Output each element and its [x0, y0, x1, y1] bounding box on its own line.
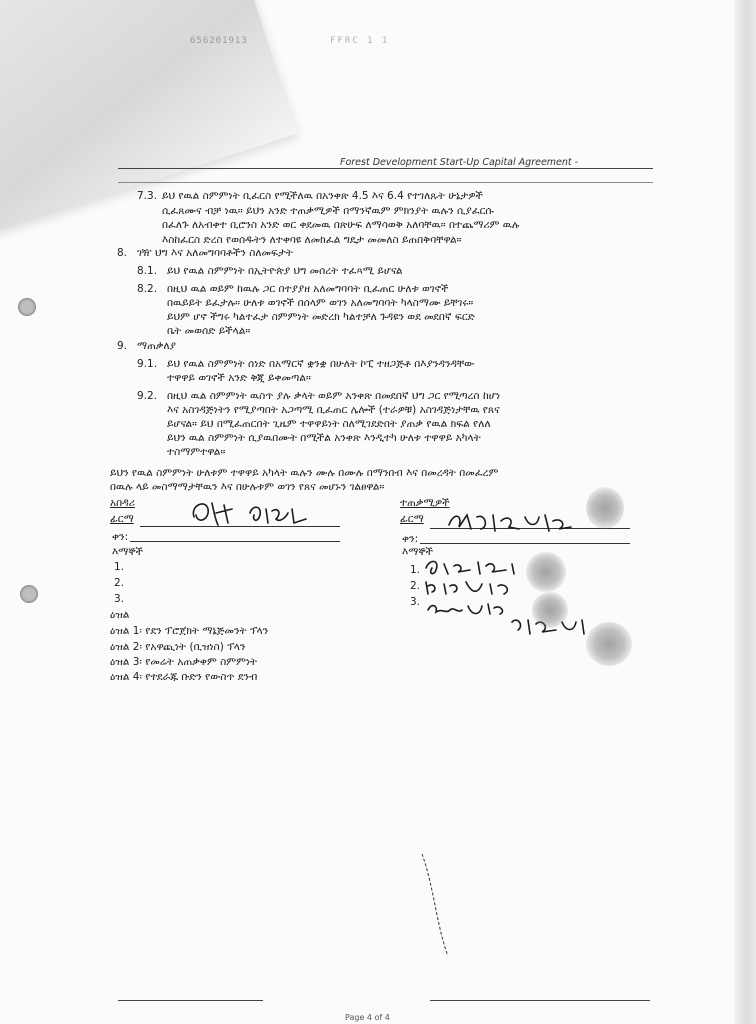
users-witness-1: 1.: [410, 564, 421, 576]
clause-text-line: ይህ የዉል ስምምነት በኢትዮጵያ ህግ መሰረት ተፈጻሚ ይሆናል: [167, 265, 403, 277]
users-signature: [445, 505, 585, 541]
clause-number: 8.1.: [137, 265, 158, 277]
stamp-code: 656201913: [190, 36, 248, 46]
users-label: ተጠቃሚዎች: [400, 497, 450, 509]
stray-pen-mark: [418, 850, 458, 960]
stamp-right: FFRC 1 1: [330, 36, 390, 46]
punch-hole-top: [18, 298, 36, 316]
lender-date-label: ቀን:: [112, 531, 129, 543]
clause-number: 8.2.: [137, 283, 158, 295]
annex-item-4: ዕዝል 4፡ የተደራጁ ቡድን የውስጥ ደንብ: [110, 671, 258, 683]
lender-label: አበዳሪ: [110, 497, 135, 509]
lender-witness-1: 1.: [114, 561, 125, 573]
clause-text-line: እና አስገዳጅነትን የሚያጣበት አጋጣሚ ቢፈጠር ሌሎች (ተራዎቹ) አስገዳጅነታቸዉ የጸና: [167, 404, 500, 416]
clause-text-line: ይህ የዉል ስምምነት ሰነድ በአማርኛ ቋንቋ በሁለት ኮፒ ተዘጋጅቶ በእያንዳንዳቸው: [167, 358, 475, 370]
annex-item-2: ዕዝል 2፡ የአዋጪነት (ቢዝነስ) ፕላን: [110, 641, 246, 653]
header-rule-2: [118, 182, 653, 183]
clause-number: 8.: [117, 247, 128, 259]
lender-sign-label: ፊርማ: [110, 513, 134, 525]
lender-witness-title: እማኞች: [112, 546, 144, 558]
lender-witness-2: 2.: [114, 577, 125, 589]
users-witness-2: 2.: [410, 580, 421, 592]
clause-text-line: ተስማምተዋል።: [167, 446, 226, 458]
clause-number: 9.1.: [137, 358, 158, 370]
thumbprint-1: [586, 487, 624, 529]
clause-text-line: በዚህ ዉል ወይም ከዉሉ ጋር በተያያዘ አለመግባባት ቢፈጠር ሁለቱ ወገኖች: [167, 283, 449, 295]
clause-text-line: ቤት መወሰድ ይችላል።: [167, 325, 251, 337]
clause-text-line: ይሆናል። ይህ በሚፈጠርበት ጊዜም ተዋዋይነት ስለሚገደድበት ያጠቃ የዉል ክፍል የለለ: [167, 418, 491, 430]
clause-text-line: በፈለጉ ለአብቀተ ቢሮንስ አንድ ወር ቀደመዉ በጽሁፍ ለማሳወቅ አለባቸዉ። በተጨማሪም ዉሉ: [162, 219, 520, 231]
clause-text-line: እስከፈርስ ድረስ የወሰዱትን ለተቀባዩ ለመክፈል ግዴታ መመለስ ይጠበቅባቸዋል።: [162, 233, 462, 246]
annex-item-3: ዕዝል 3፡ የመሬት አጠቃቀም ስምምነት: [110, 656, 258, 668]
closing-statement-line: ይህን የዉል ስምምነት ሁለቱም ተዋዋይ አካላት ዉሉን ሙሉ በሙሉ በማንበብ እና በመረዳት በመፈረም: [110, 467, 499, 479]
page-footer: Page 4 of 4: [345, 1013, 390, 1022]
clause-text-line: ማጠቃለያ: [137, 340, 177, 352]
clause-text-line: ይህ የዉል ስምምነት ቢፈርስ የሚችለዉ በአንቀጽ 4.5 እና 6.4 የተገለጹት ሁኔታዎች: [162, 190, 483, 202]
users-date-label: ቀን:: [402, 533, 419, 545]
clause-text-line: ሲፈጸሙና ብቻ ነዉ። ይህን አንድ ተጠቃሚዎች በማንኛዉም ምክንያት ዉሉን ሲያፈርሱ: [162, 204, 494, 217]
witness-signature-3: [424, 598, 594, 646]
header-title: Forest Development Start-Up Capital Agreement -: [340, 157, 579, 168]
users-witness-3: 3.: [410, 596, 421, 608]
lender-signature: [188, 495, 318, 535]
clause-text-line: በዚህ ዉል ስምምነት ዉስጥ ያሉ ቃላት ወይም አንቀጽ በመደበኛ ህግ ጋር የሚጣረስ ከሆነ: [167, 390, 501, 402]
clause-number: 9.2.: [137, 390, 158, 402]
header-rule: [118, 168, 653, 169]
page-edge-shadow: [734, 0, 756, 1024]
clause-number: 7.3.: [137, 190, 158, 202]
clause-text-line: ይህም ሆኖ ችግሩ ካልተፈታ ስምምነት መድረክ ካልተቻለ ጉዳዩን ወደ መደበኛ ፍርድ: [167, 311, 475, 323]
users-date-line: [420, 543, 630, 544]
annex-item-1: ዕዝል 1፡ የደን ፕሮጀክት ማኔጅመንት ፕላን: [110, 625, 269, 637]
annex-title: ዕዝል: [110, 609, 130, 621]
clause-text-line: ገዥ ህግ እና አለመግባባቶችን ስለመፍታት: [137, 247, 293, 259]
clause-text-line: በዉይይት ይፈታሉ። ሁለቱ ወገኖች በሰላም ወገን አለመግባባት ካላስማሙ ይቸገሩ።: [167, 297, 474, 309]
clause-number: 9.: [117, 340, 128, 352]
thumbprint-3: [532, 592, 568, 628]
thumbprint-2: [526, 552, 566, 592]
closing-statement-line: በዉሉ ላይ መስማማታቸዉን እና በሁሉቱም ወገን የጸና መሆኑን ገልፀዋል።: [110, 481, 385, 493]
footer-rule-right: [430, 1000, 650, 1001]
clause-text-line: ይህን ዉል ስምምነት ሲያዉበሙት በሚችል አንቀጽ እንዲተካ ሁለቱ ተዋዋይ አካላት: [167, 432, 481, 444]
clause-text-line: ተዋዋይ ወገኖች አንድ ቅጂ ይቀመጣል።: [167, 372, 311, 384]
lender-witness-3: 3.: [114, 593, 125, 605]
punch-hole-bottom: [20, 585, 38, 603]
users-sign-label: ፊርማ: [400, 513, 424, 525]
users-witness-title: እማኞች: [402, 546, 434, 558]
thumbprint-4: [586, 622, 632, 666]
lender-date-line: [130, 541, 340, 542]
footer-rule-left: [118, 1000, 263, 1001]
